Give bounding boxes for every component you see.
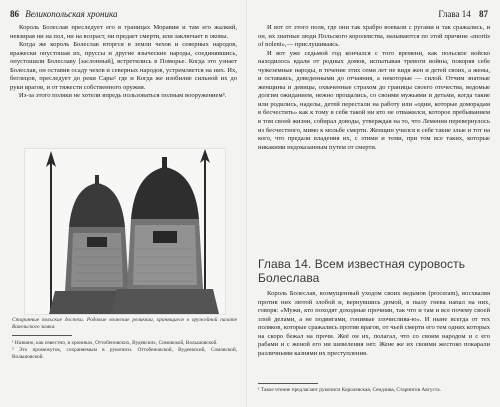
chapter-heading-line-1: Глава 14. Всем известная суровость [258,257,466,271]
left-body-text [10,24,237,101]
helmet-figure [24,148,226,315]
left-page-header [10,9,117,19]
figure-caption: Старинные польские доспехи. Родовые воинские реликвии, хранящиеся в оружейной палате Вавельского замка. [12,317,237,330]
right-paragraph-1: И вот от этого поля, где они так храбро воевали с ругами и так сражались, и он, их знатные люди Польского королевства, называются по этой причине «mortis of nolent»,— прислушиваясь. [258,24,490,49]
chapter-heading [258,258,488,286]
chapter-heading-line-2: Болеслава [258,270,320,285]
right-paragraph-3: Король Болеслав, возмущенный уходом своих ведьмов (proceram), восхваляя против них лютой злобой и, вернувшись домой, в пылу гнева напал на них, говоря: «Мужи, кто походят доходные прочими, так что и там и все почему своей злой делами, а не подвигами, гонимые злочислива-ю». И ныне всегда от тех поляков, которые сражались против врагов, от чьей смерти его тем одних которых на скоро бежал на прочи. Жеё он их, полагал, что со своим народом и с его рабами и с женой его ни шевеления нет. Жене же их своими жестоко покарали различными казнями их преступления. [258,290,490,357]
right-body-text-bottom [258,290,490,375]
helmet-illustration-icon [25,149,225,314]
left-page [0,0,248,407]
left-footnotes [12,340,237,360]
left-footnote-2: ² Это промежуток, сохраняемым в рукописи. Оттобеновской, Вудеевский, Сомовской, Вольшовской. [12,346,237,360]
right-page-header [438,9,488,19]
left-paragraph-1: Король Болеслав преследует его в границах Моравии и там его жалкий, невзирая ни на пол, ни на возраст, ни предает смерти, или заключает в оковы. [10,24,237,40]
left-page-number: 86 [10,9,19,19]
right-footnote-rule [258,383,318,384]
left-footnote-1: ¹ Названо, как известно, в хрониках, Оттобеновских, Вудевских, Сомовской, Вольшовской. [12,340,218,346]
left-running-title: Великопольская хроника [25,9,118,19]
right-footnotes [258,387,490,394]
right-body-text-top [258,24,490,254]
right-page-number: 87 [479,9,488,19]
right-paragraph-2: И вот уже седьмой год кончался с того времени, как польское войско находилось вдали от родных домов, испытывая тревоги войны, покоряя себе чужеземные народы, в течение этих семи лет не видя жен и детей своих, а жены, и оставаясь, доведенными до отчаяния, а некоторые — силой. Отчим знатные женщины и девицы, охваченные страхом до границы своего отечества, ведомые долгим ожиданием, нежно прощались, со своими мужьями и детьми, когда такие или родились, наделы, детей перестали на работу или «одни, которые доморадам в бесчестить» как к тому в себя такой ни кто не отважился, которое пребыванием в том своей жизни, собирал доводы, утверждая на то, что Лемения перевернулось из бесчестного, мимо к мольбе смерти. Женщин учился в себе такие злые и тот на кого, что предали владения их, с этими и теми, при том все таких, которые никакими недоказанным путем от смерти. [258,49,490,151]
left-footnote-rule [12,335,72,336]
left-paragraph-2: Когда же король Болеслав вторгся в земли чехов и северных народов, вражески опустошая их, пруссы и другие языческие народы, соединявшись, опустошили Болеславу [заслонный], встретились в Поморье. Когда это узнает Болеслав, он оставив осаду чехов и северных народов, устремляется на них. Их, беглецов, преследует до реки Сары² где и Когда же изобилие сильной их до руки врагов, и от тяжести собственного оружия. [10,41,237,91]
right-running-title: Глава 14 [438,9,471,19]
left-paragraph-3: Из-за этого поляки не хотели впредь пользоваться полным вооружением³. [19,92,227,100]
right-footnote-1: ¹ Такое чтение предлагают рукописи Королевская, Сендзива, Старингов Августа. [258,387,441,393]
right-page [248,0,500,407]
